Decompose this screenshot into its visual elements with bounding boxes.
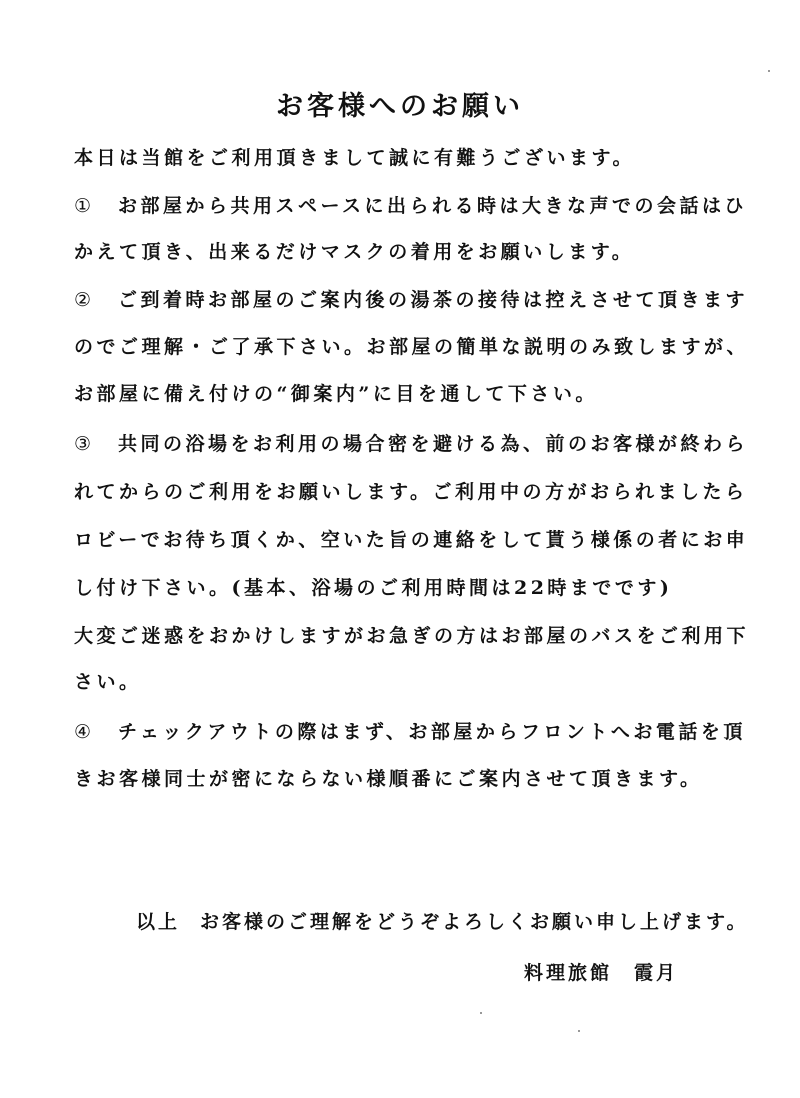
- signature: [524, 958, 678, 985]
- item-3-marker: ③: [74, 433, 95, 455]
- item-4-line-1: [74, 720, 746, 744]
- item-4-marker: ④: [74, 721, 95, 743]
- scan-speck: [768, 70, 770, 72]
- item-2-marker: ②: [74, 289, 95, 311]
- item-1-line-1: [74, 194, 747, 218]
- item-3-text-6: さい。: [74, 671, 142, 693]
- item-2-text-3: お部屋に備え付けの“御案内”に目を通して下さい。: [74, 383, 598, 405]
- item-4-text-1: チェックアウトの際はまず、お部屋からフロントへお電話を頂: [118, 721, 746, 743]
- scan-speck: [578, 1030, 580, 1032]
- item-2-text-2: のでご理解・ご了承下さい。お部屋の簡単な説明のみ致しますが、: [74, 336, 750, 358]
- item-3-text-5: 大変ご迷惑をおかけしますがお急ぎの方はお部屋のバスをご利用下: [74, 625, 750, 647]
- closing-line: [136, 907, 749, 934]
- item-1-text-1: お部屋から共用スペースに出られる時は大きな声での会話はひ: [118, 195, 748, 217]
- item-1-marker: ①: [74, 195, 95, 217]
- item-3-line-1: [74, 432, 748, 456]
- item-3-text-2: れてからのご利用をお願いします。ご利用中の方がおられましたら: [74, 481, 748, 503]
- closing-ijo: 以上: [136, 911, 181, 933]
- item-3-text-1: 共同の浴場をお利用の場合密を避ける為、前のお客様が終わら: [118, 433, 749, 455]
- item-2-text-1: ご到着時お部屋のご案内後の湯茶の接待は控えさせて頂きます: [118, 289, 749, 311]
- item-2-line-1: [74, 288, 748, 312]
- item-1-text-2: かえて頂き、出来るだけマスクの着用をお願いします。: [74, 241, 635, 263]
- item-3-text-4: し付け下さい。(基本、浴場のご利用時間は22時までです): [74, 577, 673, 599]
- scan-speck: [480, 1012, 482, 1014]
- page-title: お客様へのお願い: [276, 91, 524, 122]
- closing-text: お客様のご理解をどうぞよろしくお願い申し上げます。: [200, 911, 749, 933]
- inn-name: 霞月: [634, 962, 679, 984]
- intro-text: 本日は当館をご利用頂きまして誠に有難うございます。: [74, 147, 635, 169]
- inn-type: 料理旅館: [524, 962, 613, 984]
- item-3-text-3: ロビーでお待ち頂くか、空いた旨の連絡をして貰う様係の者にお申: [74, 529, 749, 551]
- item-4-text-2: きお客様同士が密にならない様順番にご案内させて頂きます。: [74, 768, 703, 790]
